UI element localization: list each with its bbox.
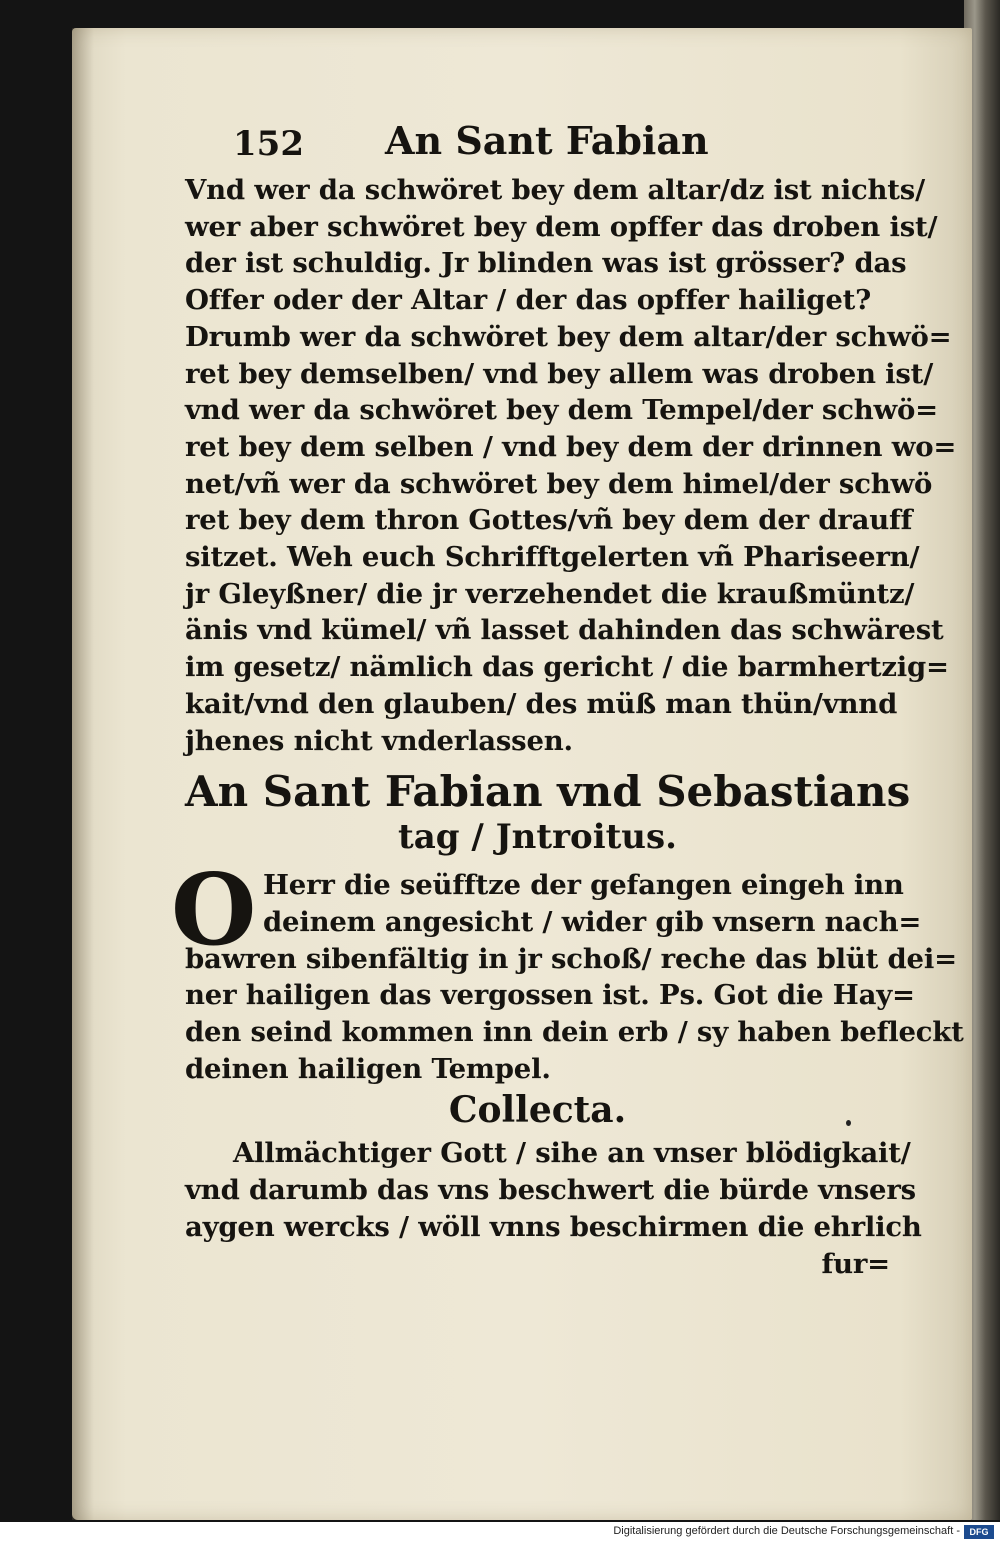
body-line: jr Gleyßner/ die jr verzehendet die kraußmüntz/ (185, 577, 915, 610)
body-line: ret bey dem selben / vnd bey dem der drinnen wo= (185, 430, 957, 463)
body-line: Drumb wer da schwöret bey dem altar/der schwö= (185, 320, 952, 353)
body-line: sitzet. Weh euch Schrifftgelerten vñ Phariseern/ (185, 541, 920, 574)
funding-credit: Digitalisierung gefördert durch die Deutsche Forschungsgemeinschaft - (613, 1525, 960, 1537)
body-line: net/vñ wer da schwöret bey dem himel/der schwö (185, 467, 933, 500)
gutter-shadow (72, 28, 94, 1520)
page-number: 152 (233, 124, 304, 164)
body-line: Offer oder der Altar / der das opffer hailiget? (185, 284, 872, 317)
body-line: kait/vnd den glauben/ des müß man thün/vnnd (185, 687, 898, 720)
body-line: ret bey demselben/ vnd bey allem was droben ist/ (185, 357, 934, 390)
dfg-logo[interactable]: DFG (964, 1525, 994, 1539)
introitus-line: Herr die seüfftze der gefangen eingeh inn (263, 869, 904, 902)
collecta-line: Allmächtiger Gott / sihe an vnser blödigkait/ (233, 1137, 911, 1170)
text-block (171, 110, 964, 1282)
footer-bar (0, 1522, 1000, 1542)
catchword: fur= (821, 1247, 890, 1280)
introitus-line: den seind kommen inn dein erb / sy haben befleckt (185, 1016, 964, 1049)
body-line: jhenes nicht vnderlassen. (185, 724, 573, 757)
introitus-line: bawren sibenfältig in jr schoß/ reche das blüt dei= (185, 942, 957, 975)
section-subheading: tag / Jntroitus. (397, 817, 678, 858)
introitus-line: ner hailigen das vergossen ist. Ps. Got die Hay= (185, 979, 915, 1012)
body-line: ret bey dem thron Gottes/vñ bey dem der drauff (185, 504, 913, 537)
introitus-line: deinen hailigen Tempel. (185, 1052, 551, 1085)
collecta-heading: Collecta. (448, 1089, 627, 1132)
body-line: Vnd wer da schwöret bey dem altar/dz ist nichts/ (185, 174, 925, 206)
collecta-text (185, 1135, 922, 1282)
body-line: wer aber schwöret bey dem opffer das droben ist/ (185, 210, 938, 243)
section-heading: An Sant Fabian vnd Sebastians (185, 767, 911, 817)
collecta-line: vnd darumb das vns beschwert die bürde vnsers (185, 1174, 916, 1207)
body-line: der ist schuldig. Jr blinden was ist grösser? das (185, 247, 907, 280)
collecta-line: aygen wercks / wöll vnns beschirmen die ehrlich (185, 1210, 922, 1243)
body-line: änis vnd kümel/ vñ lasset dahinden das schwärest (185, 614, 944, 647)
body-line: vnd wer da schwöret bey dem Tempel/der schwö= (185, 394, 938, 427)
running-header (185, 110, 890, 172)
introitus-text (171, 853, 964, 1087)
body-line: im gesetz/ nämlich das gericht / die barmhertzig= (185, 651, 949, 684)
introitus-line: deinem angesicht / wider gib vnsern nach= (263, 905, 922, 938)
body-text (185, 172, 957, 759)
running-title: An Sant Fabian (385, 118, 709, 163)
decorated-initial: O (171, 853, 257, 969)
